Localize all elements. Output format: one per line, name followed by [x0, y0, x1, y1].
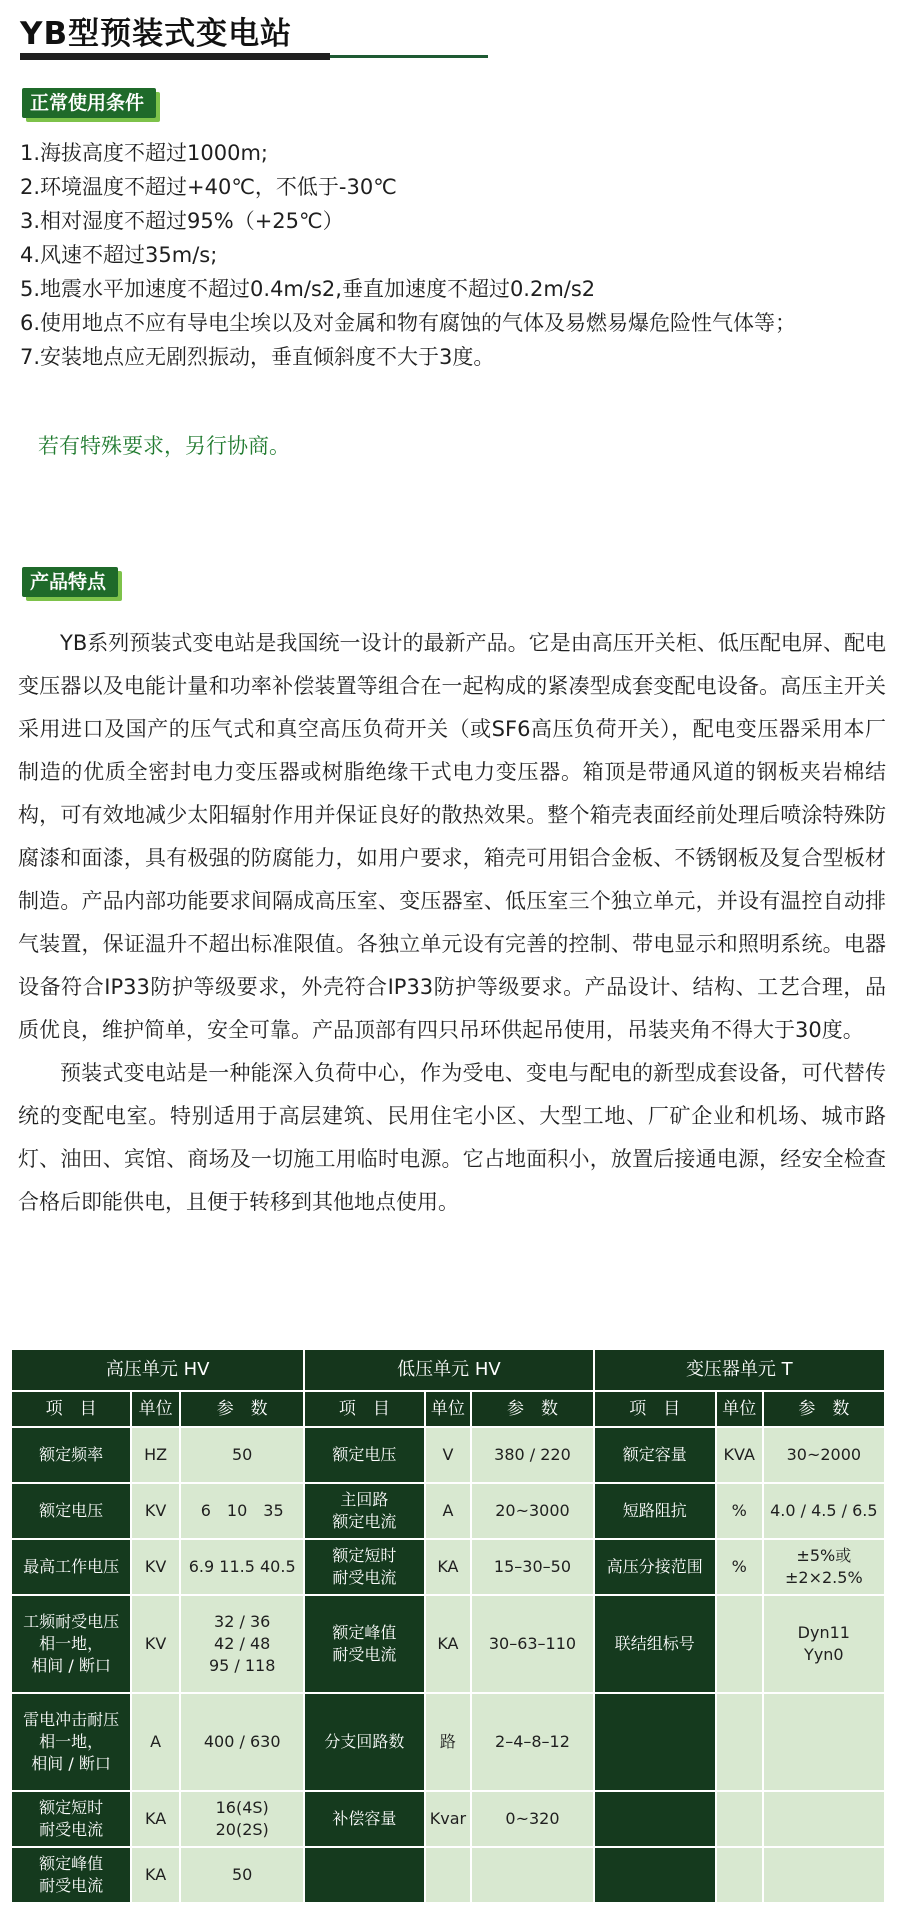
features-text: [18, 622, 886, 1224]
empty-cell: [594, 1693, 716, 1791]
table-row: [11, 1693, 885, 1791]
lv-item: 额定电压: [304, 1427, 424, 1483]
empty-cell: [304, 1847, 424, 1903]
lv-unit: Kvar: [425, 1791, 472, 1847]
t-item: 短路阻抗: [594, 1483, 716, 1539]
column-header-value: 参 数: [471, 1391, 593, 1427]
lv-unit: V: [425, 1427, 472, 1483]
conditions-list: [20, 136, 890, 374]
lv-item: 补偿容量: [304, 1791, 424, 1847]
hv-value: 50: [180, 1847, 304, 1903]
t-unit: KVA: [716, 1427, 763, 1483]
column-header-unit: 单位: [716, 1391, 763, 1427]
t-value: ±5%或 ±2×2.5%: [763, 1539, 885, 1595]
table-row: [11, 1427, 885, 1483]
table-row: [11, 1791, 885, 1847]
lv-value: 30–63–110: [471, 1595, 593, 1693]
table-row: [11, 1847, 885, 1903]
lv-value: 0~320: [471, 1791, 593, 1847]
features-paragraph: YB系列预装式变电站是我国统一设计的最新产品。它是由高压开关柜、低压配电屏、配电变压器以及电能计量和功率补偿装置等组合在一起构成的紧凑型成套变配电设备。高压主开关采用进口及国产的压气式和真空高压负荷开关（或SF6高压负荷开关），配电变压器采用本厂制造的优质全密封电力变压器或树脂绝缘干式电力变压器。箱顶是带通风道的钢板夹岩棉结构，可有效地减少太阳辐射作用并保证良好的散热效果。整个箱壳表面经前处理后喷涂特殊防腐漆和面漆，具有极强的防腐能力，如用户要求，箱壳可用铝合金板、不锈钢板及复合型板材制造。产品内部功能要求间隔成高压室、变压器室、低压室三个独立单元，并设有温控自动排气装置，保证温升不超出标准限值。各独立单元设有完善的控制、带电显示和照明系统。电器设备符合IP33防护等级要求，外壳符合IP33防护等级要求。产品设计、结构、工艺合理，品质优良，维护简单，安全可靠。产品顶部有四只吊环供起吊使用，吊装夹角不得大于30度。: [18, 631, 886, 1042]
condition-item: 6.使用地点不应有导电尘埃以及对金属和物有腐蚀的气体及易燃易爆危险性气体等；: [20, 311, 797, 335]
section-tag-conditions: 正常使用条件: [22, 88, 156, 118]
empty-cell: [763, 1791, 885, 1847]
empty-cell: [716, 1847, 763, 1903]
features-paragraph: 预装式变电站是一种能深入负荷中心，作为受电、变电与配电的新型成套设备，可代替传统的变配电室。特别适用于高层建筑、民用住宅小区、大型工地、厂矿企业和机场、城市路灯、油田、宾馆、商场及一切施工用临时电源。它占地面积小，放置后接通电源，经安全检查合格后即能供电，且便于转移到其他地点使用。: [18, 1061, 886, 1214]
section-tag-features: 产品特点: [22, 567, 118, 597]
t-value: Dyn11 Yyn0: [763, 1595, 885, 1693]
empty-cell: [716, 1693, 763, 1791]
hv-unit: A: [131, 1693, 180, 1791]
lv-value: 15–30–50: [471, 1539, 593, 1595]
column-header-item: 项 目: [11, 1391, 131, 1427]
empty-cell: [763, 1693, 885, 1791]
t-unit: [716, 1595, 763, 1693]
condition-item: 5.地震水平加速度不超过0.4m/s2,垂直加速度不超过0.2m/s2: [20, 277, 596, 301]
title-underline-accent: [20, 53, 330, 60]
condition-item: 7.安装地点应无剧烈振动，垂直倾斜度不大于3度。: [20, 345, 495, 369]
empty-cell: [594, 1847, 716, 1903]
lv-value: 20~3000: [471, 1483, 593, 1539]
hv-item: 雷电冲击耐压 相一地， 相间 / 断口: [11, 1693, 131, 1791]
table-row: [11, 1483, 885, 1539]
lv-item: 额定短时 耐受电流: [304, 1539, 424, 1595]
empty-cell: [716, 1791, 763, 1847]
hv-value: 6.9 11.5 40.5: [180, 1539, 304, 1595]
condition-item: 2.环境温度不超过+40℃，不低于-30℃: [20, 175, 397, 199]
lv-item: 额定峰值 耐受电流: [304, 1595, 424, 1693]
hv-unit: KV: [131, 1539, 180, 1595]
t-item: 额定容量: [594, 1427, 716, 1483]
hv-item: 工频耐受电压 相一地， 相间 / 断口: [11, 1595, 131, 1693]
t-item: 联结组标号: [594, 1595, 716, 1693]
t-value: 30~2000: [763, 1427, 885, 1483]
t-item: 高压分接范围: [594, 1539, 716, 1595]
hv-item: 额定峰值 耐受电流: [11, 1847, 131, 1903]
t-unit: %: [716, 1483, 763, 1539]
lv-value: 2–4–8–12: [471, 1693, 593, 1791]
condition-item: 1.海拔高度不超过1000m;: [20, 141, 269, 165]
empty-cell: [471, 1847, 593, 1903]
hv-value: 6 10 35: [180, 1483, 304, 1539]
group-header-hv: 高压单元 HV: [11, 1349, 304, 1391]
column-header-value: 参 数: [180, 1391, 304, 1427]
group-header-t: 变压器单元 T: [594, 1349, 885, 1391]
empty-cell: [594, 1791, 716, 1847]
lv-item: 分支回路数: [304, 1693, 424, 1791]
empty-cell: [763, 1847, 885, 1903]
page-title: YB型预装式变电站: [20, 16, 293, 52]
t-value: 4.0 / 4.5 / 6.5: [763, 1483, 885, 1539]
spec-table: [10, 1348, 886, 1904]
column-header-item: 项 目: [594, 1391, 716, 1427]
hv-item: 额定电压: [11, 1483, 131, 1539]
lv-unit: 路: [425, 1693, 472, 1791]
hv-unit: HZ: [131, 1427, 180, 1483]
table-row: [11, 1595, 885, 1693]
t-unit: %: [716, 1539, 763, 1595]
hv-value: 32 / 36 42 / 48 95 / 118: [180, 1595, 304, 1693]
table-row: [11, 1539, 885, 1595]
hv-unit: KV: [131, 1483, 180, 1539]
lv-value: 380 / 220: [471, 1427, 593, 1483]
hv-value: 16(4S) 20(2S): [180, 1791, 304, 1847]
condition-item: 3.相对湿度不超过95%（+25℃）: [20, 209, 344, 233]
column-header-unit: 单位: [425, 1391, 472, 1427]
hv-unit: KA: [131, 1791, 180, 1847]
group-header-lv: 低压单元 HV: [304, 1349, 593, 1391]
lv-item: 主回路 额定电流: [304, 1483, 424, 1539]
hv-item: 最高工作电压: [11, 1539, 131, 1595]
lv-unit: KA: [425, 1595, 472, 1693]
special-requirements-note: 若有特殊要求，另行协商。: [38, 434, 290, 458]
empty-cell: [425, 1847, 472, 1903]
lv-unit: A: [425, 1483, 472, 1539]
hv-item: 额定短时 耐受电流: [11, 1791, 131, 1847]
column-header-item: 项 目: [304, 1391, 424, 1427]
column-header-unit: 单位: [131, 1391, 180, 1427]
hv-item: 额定频率: [11, 1427, 131, 1483]
column-header-value: 参 数: [763, 1391, 885, 1427]
condition-item: 4.风速不超过35m/s;: [20, 243, 218, 267]
lv-unit: KA: [425, 1539, 472, 1595]
hv-unit: KV: [131, 1595, 180, 1693]
hv-value: 400 / 630: [180, 1693, 304, 1791]
hv-value: 50: [180, 1427, 304, 1483]
hv-unit: KA: [131, 1847, 180, 1903]
